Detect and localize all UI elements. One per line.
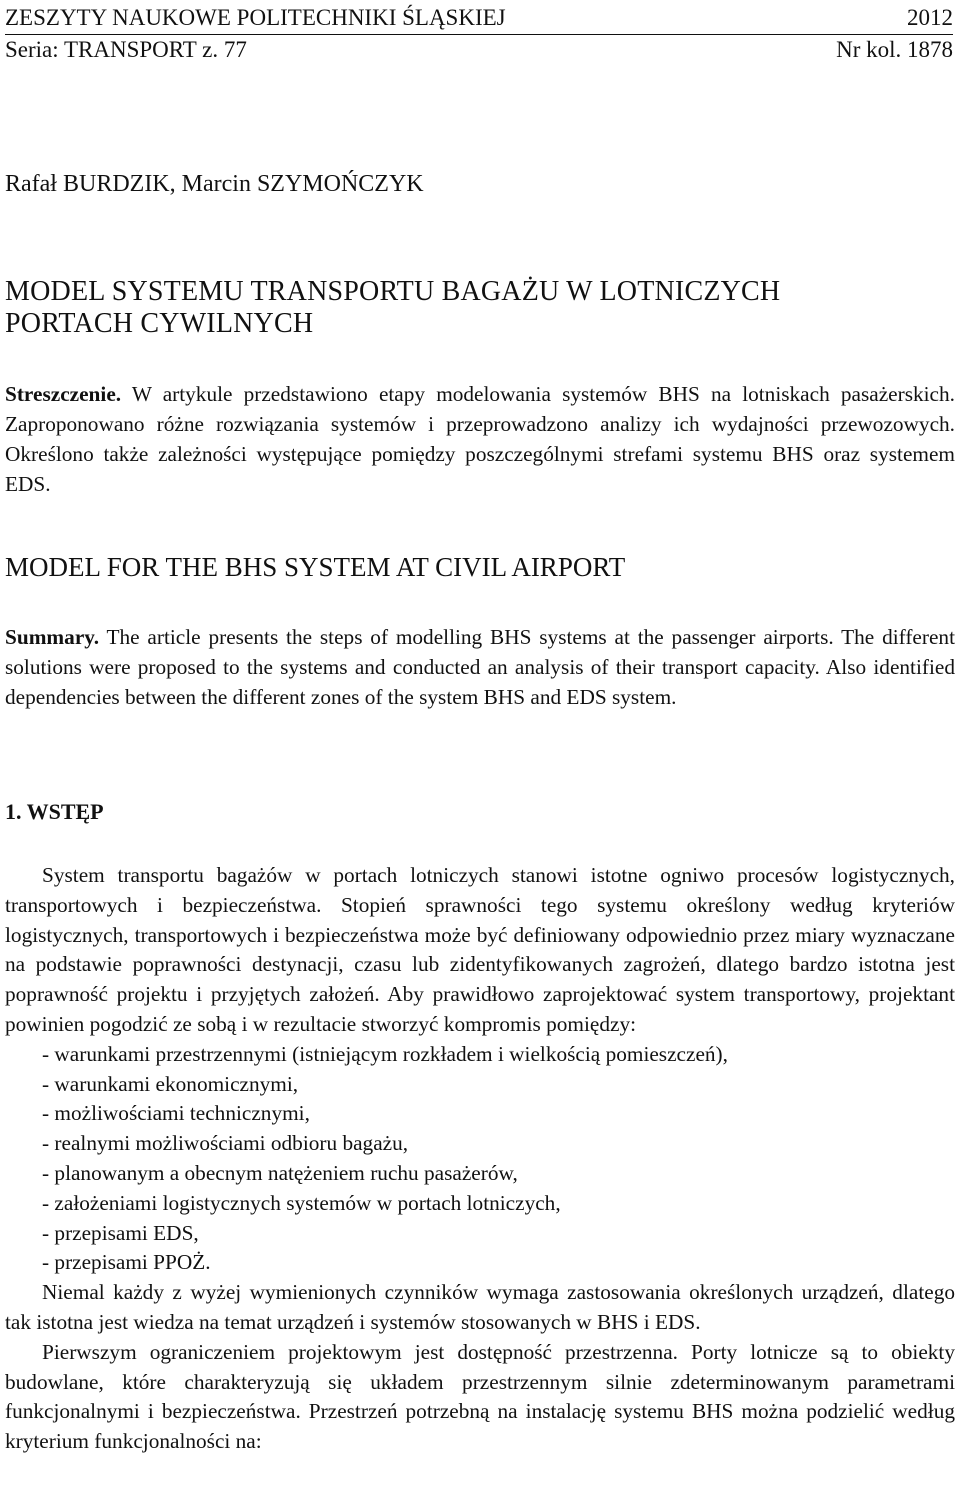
list-item: - możliwościami technicznymi, [42,1101,310,1126]
running-header-bottom [5,37,953,63]
section-heading: 1. WSTĘP [5,799,104,824]
issue-number: Nr kol. 1878 [836,37,953,62]
paper-title-english: MODEL FOR THE BHS SYSTEM AT CIVIL AIRPORT [5,552,626,582]
body-paragraph-3: Pierwszym ograniczeniem projektowym jest dostępność przestrzenna. Porty lotnicze są to obiekty budowlane, które charakteryzują się układem przestrzennym silnie zdeterminowanym parametrami funkcjonalnymi i bezpieczeństwa. Przestrzeń potrzebną na instalację systemu BHS można podzielić według kryterium funkcjonalności na: [5,1339,955,1454]
abstract-polish-label: Streszczenie. [5,382,122,406]
journal-name: ZESZYTY NAUKOWE POLITECHNIKI ŚLĄSKIEJ [5,5,506,30]
header-divider [5,34,953,35]
list-item: - realnymi możliwościami odbioru bagażu, [42,1131,409,1156]
running-header-top [5,5,953,31]
section-body [5,861,955,1457]
list-item: - przepisami PPOŻ. [42,1250,211,1275]
abstract-english-label: Summary. [5,625,100,649]
abstract-polish [5,379,955,499]
requirements-list [5,1040,955,1278]
list-item: - planowanym a obecnym natężeniem ruchu pasażerów, [42,1160,518,1185]
list-item: - warunkami ekonomicznymi, [42,1071,299,1096]
authors: Rafał BURDZIK, Marcin SZYMOŃCZYK [5,171,424,197]
list-item: - przepisami EDS, [42,1220,199,1245]
abstract-polish-text: W artykule przedstawiono etapy modelowania systemów BHS na lotniskach pasażerskich. Zaproponowano różne rozwiązania systemów i przeprowadzono analizy ich wydajności przewozowych. Określono także zależności występujące pomiędzy poszczególnymi strefami systemu BHS oraz systemem EDS. [5,382,955,496]
list-item: - warunkami przestrzennymi (istniejącym rozkładem i wielkością pomieszczeń), [42,1041,728,1066]
series-label: Seria: TRANSPORT z. 77 [5,37,247,62]
list-item: - założeniami logistycznych systemów w portach lotniczych, [42,1190,561,1215]
paper-title-polish-line1: MODEL SYSTEMU TRANSPORTU BAGAŻU W LOTNICZYCH [5,276,781,307]
body-paragraph-2: Niemal każdy z wyżej wymienionych czynników wymaga zastosowania określonych urządzeń, dlatego tak istotna jest wiedza na temat urządzeń i systemów stosowanych w BHS i EDS. [5,1280,955,1334]
abstract-english [5,622,955,712]
body-paragraph-1: System transportu bagażów w portach lotniczych stanowi istotne ogniwo procesów logistycznych, transportowych i bezpieczeństwa. Stopień sprawności tego systemu określony według kryteriów logistycznych, transportowych i bezpieczeństwa może być definiowany odpowiednio przez miary wyznaczane na podstawie poprawności destynacji, czasu lub zidentyfikowanych zagrożeń, dlatego bardzo istotna jest poprawność projektu i przyjętych założeń. Aby prawidłowo zaprojektować system transportowy, projektant powinien pogodzić ze sobą i w rezultacie stworzyć kompromis pomiędzy: [5,863,955,1036]
abstract-english-text: The article presents the steps of modelling BHS systems at the passenger airports. The different solutions were proposed to the systems and conducted an analysis of their transport capacity. Also identified dependencies between the different zones of the system BHS and EDS system. [5,625,955,709]
paper-title-polish-line2: PORTACH CYWILNYCH [5,308,314,339]
publication-year: 2012 [907,5,953,30]
paper-title-polish [5,276,955,340]
